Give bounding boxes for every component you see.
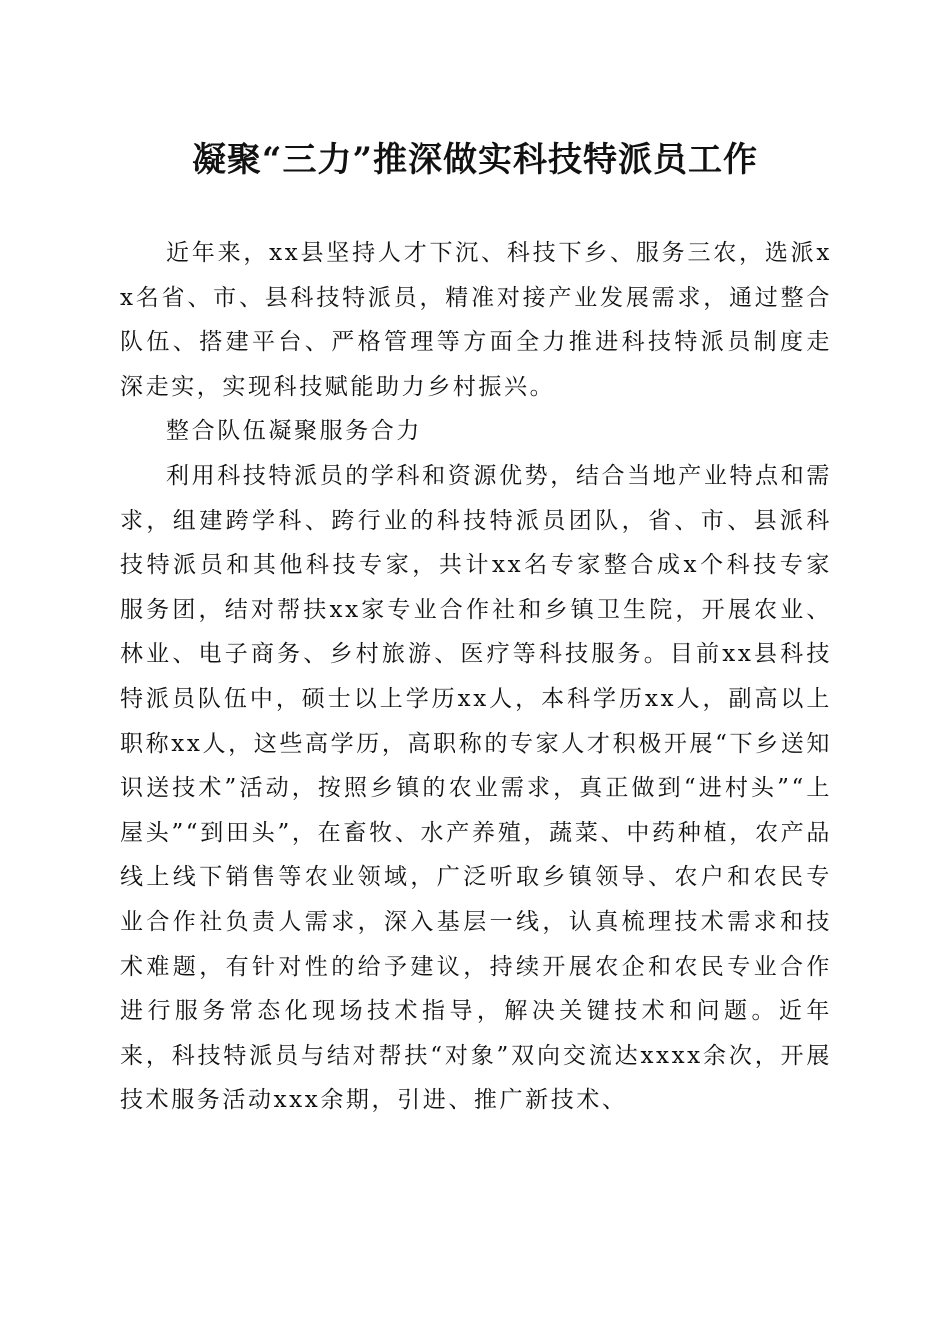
- section-heading: 整合队伍凝聚服务合力: [166, 418, 422, 445]
- document-title: 凝聚“三力”推深做实科技特派员工作: [191, 140, 759, 180]
- intro-paragraph: 近年来，xx县坚持人才下沉、科技下乡、服务三农，选派xx名省、市、县科技特派员，精准对接产业发展需求，通过整合队伍、搭建平台、严格管理等方面全力推进科技特派员制度走深走实，实现科技赋能助力乡村振兴。: [120, 240, 832, 400]
- section-paragraph: 利用科技特派员的学科和资源优势，结合当地产业特点和需求，组建跨学科、跨行业的科技特派员团队，省、市、县派科技特派员和其他科技专家，共计xx名专家整合成x个科技专家服务团，结对帮扶xx家专业合作社和乡镇卫生院，开展农业、林业、电子商务、乡村旅游、医疗等科技服务。目前xx县科技特派员队伍中，硕士以上学历xx人，本科学历xx人，副高以上职称xx人，这些高学历，高职称的专家人才积极开展“下乡送知识送技术”活动，按照乡镇的农业需求，真正做到“进村头”“上屋头”“到田头”，在畜牧、水产养殖，蔬菜、中药种植，农产品线上线下销售等农业领域，广泛听取乡镇领导、农户和农民专业合作社负责人需求，深入基层一线，认真梳理技术需求和技术难题，有针对性的给予建议，持续开展农企和农民专业合作进行服务常态化现场技术指导，解决关键技术和问题。近年来，科技特派员与结对帮扶“对象”双向交流达xxxx余次，开展技术服务活动xxx余期，引进、推广新技术、: [120, 462, 832, 1114]
- document-body: [120, 231, 832, 1123]
